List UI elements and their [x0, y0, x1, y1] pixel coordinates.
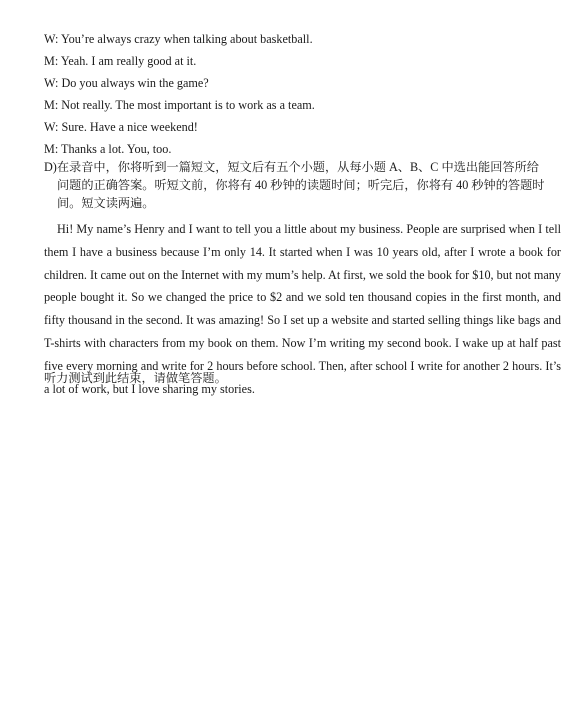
dialogue-line: W: Do you always win the game?: [44, 76, 209, 90]
instruction-line: 间。短文读两遍。: [57, 196, 155, 210]
instruction-line: 问题的正确答案。听短文前，你将有 40 秒钟的读题时间；听完后，你将有 40 秒钟的答题时: [57, 178, 545, 192]
passage-paragraph: Hi! My name’s Henry and I want to tell you a little about my business. People are surprised when I tell them I have a business because I’m only 14. It started when I was 10 years old, after I wrote a book for children. It came out on the Internet with my mum’s help. At first, we sold the book for $10, but not many people bought it. So we changed the price to $2 and we sold ten thousand copies in the first month, and fifty thousand in the second. It was amazing! So I set up a website and started selling things like bags and T-shirts with characters from my book on them. Now I’m writing my second book. I wake up at half past five every morning and write for 2 hours before school. Then, after school I write for another 2 hours. It’s a lot of work, but I love sharing my stories.: [44, 222, 561, 396]
dialogue-line: M: Not really. The most important is to work as a team.: [44, 98, 315, 112]
dialogue-line: W: Sure. Have a nice weekend!: [44, 120, 198, 134]
instruction-line: D)在录音中，你将听到一篇短文，短文后有五个小题，从每小题 A、B、C 中选出能回答所给: [44, 160, 539, 174]
dialogue-line: M: Thanks a lot. You, too.: [44, 142, 172, 156]
dialogue-line: M: Yeah. I am really good at it.: [44, 54, 197, 68]
section-instruction: [44, 158, 554, 212]
closing-note: 听力测试到此结束，请做笔答题。: [44, 371, 227, 385]
dialogue-line: W: You’re always crazy when talking about basketball.: [44, 32, 313, 46]
